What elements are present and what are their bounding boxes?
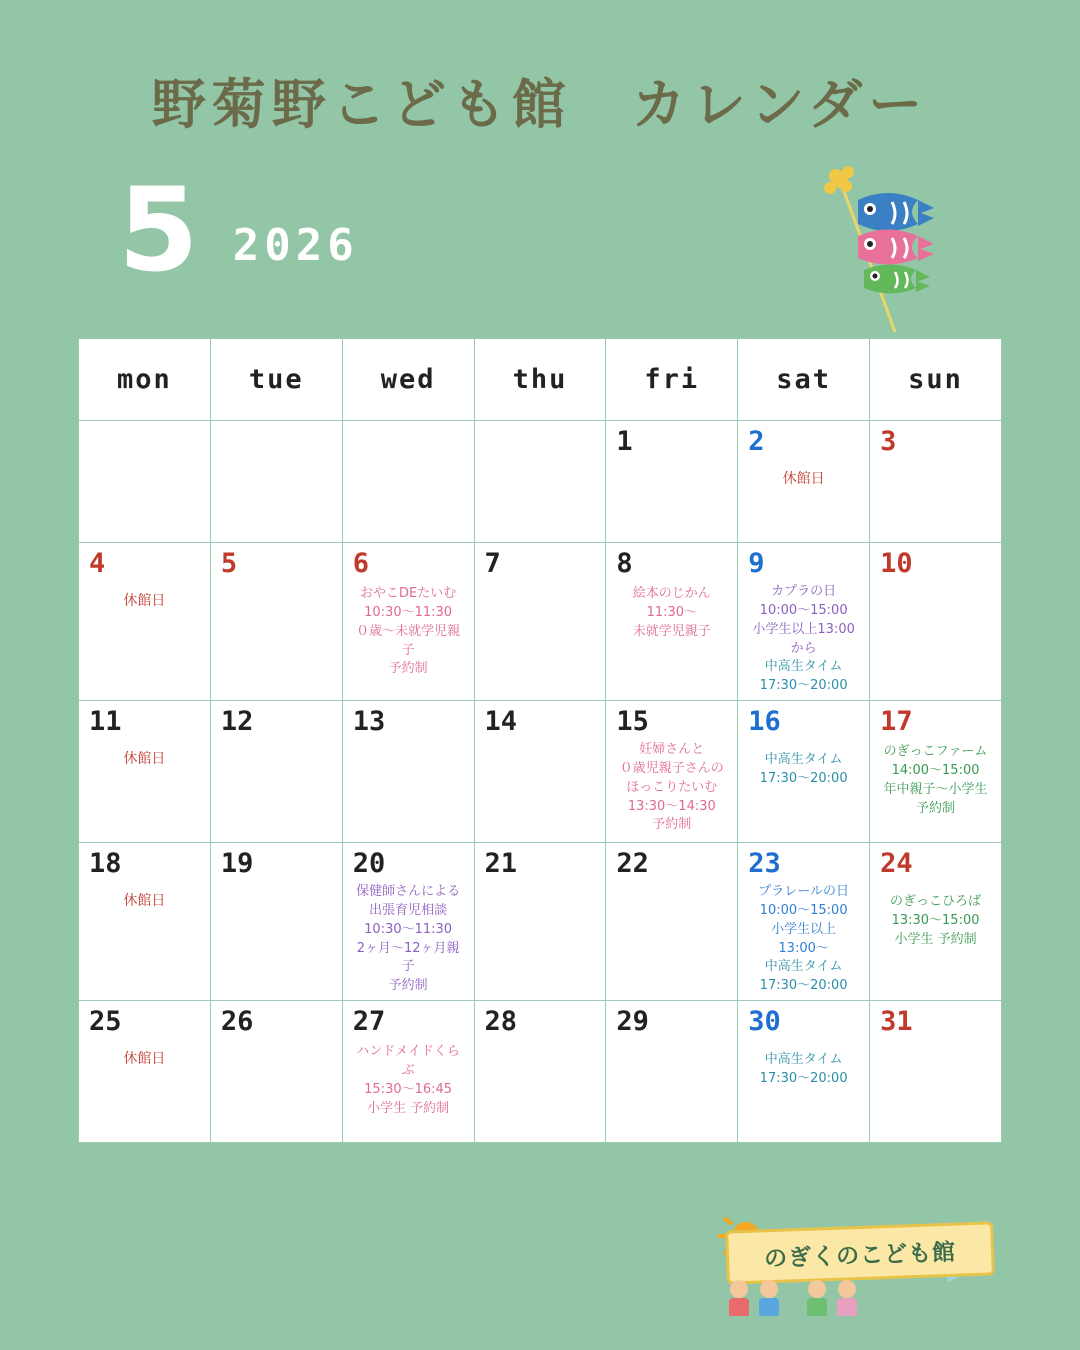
event-line: 休館日	[123, 593, 166, 609]
event-line: 小学生以上13:00から	[752, 621, 855, 656]
event-line: 小学生以上13:00〜	[771, 921, 837, 956]
day-number: 28	[484, 1006, 518, 1038]
event-line: 10:00〜15:00	[759, 602, 848, 618]
event-line: ０歳〜未就学児親子	[356, 623, 461, 658]
event-line: 小学生 予約制	[367, 1100, 450, 1116]
day-cell-29[interactable]	[606, 1001, 738, 1143]
event-line: 予約制	[916, 800, 956, 816]
event-line: 休館日	[123, 1051, 166, 1068]
event-line: 17:30〜20:00	[759, 1070, 848, 1086]
day-cell-28[interactable]	[474, 1001, 606, 1143]
day-events	[353, 1043, 470, 1118]
kid-figure-4	[836, 1280, 858, 1316]
event-line: 中高生タイム	[764, 959, 843, 975]
day-cell-7[interactable]	[474, 543, 606, 701]
event-line: 2ヶ月〜12ヶ月親子	[356, 940, 460, 975]
day-cell-10[interactable]	[870, 543, 1002, 701]
day-cell-4[interactable]	[79, 543, 211, 701]
event-line: ハンドメイドくらぶ	[356, 1044, 460, 1078]
calendar-week-1	[79, 421, 1002, 543]
calendar-table	[78, 338, 1002, 1143]
event-line: 17:30〜20:00	[759, 770, 848, 786]
kid-figure-2	[758, 1280, 780, 1316]
day-number: 27	[352, 1006, 386, 1038]
event-line: のぎっこひろば	[890, 894, 982, 910]
day-number: 31	[880, 1006, 913, 1038]
day-events	[748, 883, 865, 996]
weekday-sat: sat	[738, 339, 870, 421]
event-line: 中高生タイム	[764, 752, 843, 768]
day-number: 19	[220, 848, 254, 880]
event-line: 小学生 予約制	[894, 931, 977, 947]
day-number: 21	[484, 848, 518, 880]
day-cell-19[interactable]	[210, 843, 342, 1001]
day-cell-17[interactable]	[870, 701, 1002, 843]
day-events	[353, 585, 470, 679]
event-line: おやこDEたいむ	[359, 586, 457, 601]
event-line: プラレールの日	[758, 884, 850, 900]
day-cell-14[interactable]	[474, 701, 606, 843]
event-line: カプラの日	[771, 584, 837, 599]
day-cell-25[interactable]	[79, 1001, 211, 1143]
day-cell-6[interactable]	[342, 543, 474, 701]
day-number: 8	[616, 548, 633, 579]
event-line: 中高生タイム	[764, 659, 843, 675]
event-line: 休館日	[123, 893, 166, 910]
day-number: 11	[89, 706, 122, 738]
day-cell-15[interactable]	[606, 701, 738, 843]
event-line: 10:00〜15:00	[759, 902, 848, 918]
day-number: 17	[880, 706, 913, 738]
year-number: 2026	[232, 219, 359, 271]
day-cell-22[interactable]	[606, 843, 738, 1001]
day-number: 5	[220, 548, 238, 579]
event-line: ０歳児親子さんの	[619, 760, 724, 776]
day-events	[748, 751, 865, 789]
day-cell-16[interactable]	[738, 701, 870, 843]
day-cell-empty	[474, 421, 606, 543]
day-number: 16	[748, 706, 781, 738]
day-events	[616, 585, 733, 642]
day-number: 26	[220, 1006, 254, 1038]
day-cell-empty	[210, 421, 342, 543]
day-cell-30[interactable]	[738, 1001, 870, 1143]
day-events	[880, 743, 997, 818]
day-number: 3	[880, 426, 897, 457]
event-line: 保健師さんによる	[356, 884, 461, 900]
day-events	[353, 883, 470, 996]
day-number: 2	[748, 426, 765, 457]
day-cell-empty	[79, 421, 211, 543]
logo-text: のぎくのこども館	[763, 1239, 957, 1272]
calendar-week-2	[79, 543, 1002, 701]
event-line: 休館日	[123, 751, 166, 768]
event-line: 10:30〜11:30	[364, 604, 453, 620]
day-cell-1[interactable]	[606, 421, 738, 543]
event-line: 年中親子〜小学生	[883, 781, 988, 797]
event-line: のぎっこファーム	[883, 744, 988, 760]
footer-logo	[706, 1210, 1006, 1320]
day-events	[748, 1051, 865, 1089]
day-cell-12[interactable]	[210, 701, 342, 843]
day-cell-13[interactable]	[342, 701, 474, 843]
day-cell-26[interactable]	[210, 1001, 342, 1143]
day-cell-9[interactable]	[738, 543, 870, 701]
day-number: 9	[748, 548, 765, 579]
day-cell-empty	[342, 421, 474, 543]
page-title: 野菊野こども館 カレンダー	[151, 73, 929, 136]
day-cell-2[interactable]	[738, 421, 870, 543]
event-line: 予約制	[388, 978, 428, 994]
weekday-sun: sun	[870, 339, 1002, 421]
day-number: 15	[616, 706, 649, 738]
day-cell-11[interactable]	[79, 701, 211, 843]
day-cell-21[interactable]	[474, 843, 606, 1001]
day-events	[616, 741, 733, 835]
event-line: 未就学児親子	[632, 623, 711, 639]
day-events	[748, 583, 865, 696]
day-cell-5[interactable]	[210, 543, 342, 701]
day-cell-3[interactable]	[870, 421, 1002, 543]
day-number: 23	[748, 848, 781, 880]
kid-figure-3	[806, 1280, 828, 1316]
month-year-block	[118, 163, 359, 298]
day-events	[89, 891, 206, 911]
event-line: 休館日	[782, 471, 825, 487]
day-number: 6	[352, 548, 369, 579]
day-cell-8[interactable]	[606, 543, 738, 701]
day-cell-31[interactable]	[870, 1001, 1002, 1143]
event-line: 11:30〜	[646, 604, 698, 620]
event-line: 17:30〜20:00	[759, 978, 848, 994]
day-cell-23[interactable]	[738, 843, 870, 1001]
day-events	[748, 469, 865, 489]
event-line: 予約制	[388, 661, 428, 677]
weekday-mon: mon	[79, 339, 211, 421]
day-cell-18[interactable]	[79, 843, 211, 1001]
day-events	[89, 1049, 206, 1069]
day-events	[89, 591, 206, 611]
event-line: 14:00〜15:00	[891, 762, 980, 778]
koinobori-decoration-icon	[800, 162, 980, 332]
day-number: 30	[748, 1006, 781, 1038]
weekday-tue: tue	[210, 339, 342, 421]
day-number: 7	[484, 548, 501, 579]
day-number: 24	[880, 848, 913, 880]
calendar-week-4	[79, 843, 1002, 1001]
event-line: 17:30〜20:00	[759, 678, 848, 694]
event-line: 予約制	[652, 817, 692, 833]
weekday-header-row	[79, 339, 1002, 421]
day-number: 14	[484, 706, 518, 738]
event-line: 15:30〜16:45	[364, 1081, 453, 1097]
day-number: 10	[880, 548, 913, 579]
weekday-fri: fri	[606, 339, 738, 421]
weekday-wed: wed	[342, 339, 474, 421]
calendar-week-3	[79, 701, 1002, 843]
day-number: 13	[352, 706, 386, 738]
day-number: 4	[89, 548, 106, 579]
event-line: 13:30〜14:30	[627, 798, 716, 814]
event-line: 13:30〜15:00	[891, 912, 980, 928]
day-number: 1	[616, 426, 633, 457]
kid-figure-1	[728, 1280, 750, 1316]
month-number: 5	[118, 163, 199, 298]
day-events	[89, 749, 206, 769]
day-number: 29	[616, 1006, 649, 1038]
logo-banner	[725, 1221, 995, 1284]
day-cell-27[interactable]	[342, 1001, 474, 1143]
day-events	[880, 893, 997, 950]
day-number: 20	[352, 848, 386, 880]
day-number: 12	[220, 706, 254, 738]
calendar-week-5	[79, 1001, 1002, 1143]
day-cell-24[interactable]	[870, 843, 1002, 1001]
event-line: 中高生タイム	[764, 1052, 843, 1068]
event-line: 絵本のじかん	[632, 586, 711, 601]
weekday-thu: thu	[474, 339, 606, 421]
event-line: 妊婦さんと	[639, 742, 705, 758]
event-line: 10:30〜11:30	[364, 921, 453, 937]
day-number: 22	[616, 848, 649, 880]
day-number: 18	[89, 848, 122, 880]
event-line: ほっこりたいむ	[626, 779, 718, 795]
event-line: 出張育児相談	[369, 902, 448, 918]
day-cell-20[interactable]	[342, 843, 474, 1001]
day-number: 25	[89, 1006, 122, 1038]
